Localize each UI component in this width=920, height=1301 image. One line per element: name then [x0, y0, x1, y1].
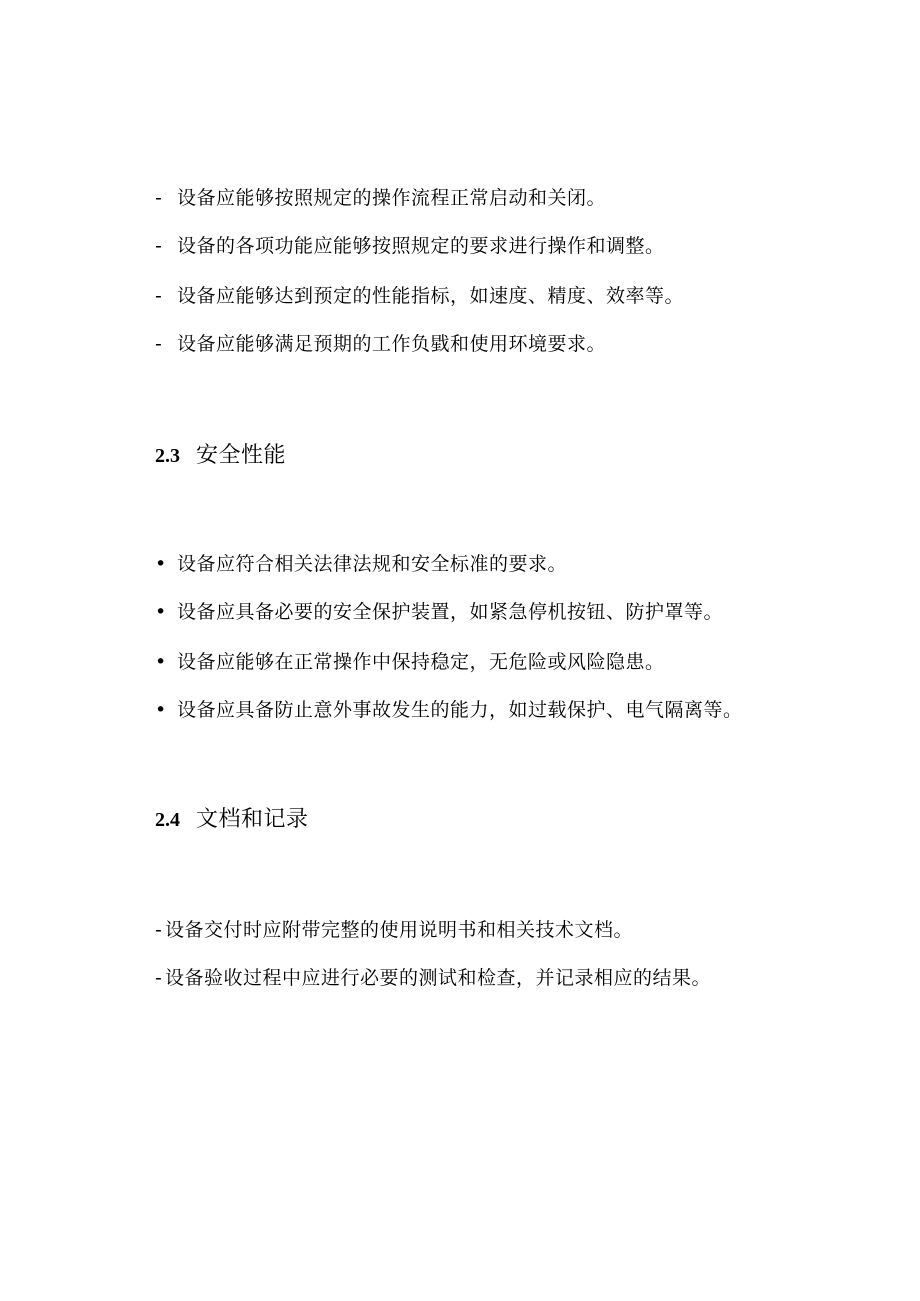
dash-marker: -	[155, 333, 163, 355]
section-number: 2.4	[155, 809, 180, 831]
list-item-text: 设备应符合相关法律法规和安全标准的要求。	[177, 553, 568, 575]
list-item-text: 设备的各项功能应能够按照规定的要求进行操作和调整。	[177, 235, 665, 257]
list-item	[0, 918, 633, 942]
bullet-marker: •	[155, 601, 167, 623]
dash-marker: -	[155, 967, 163, 989]
list-item-text: 设备应具备必要的安全保护装置，如紧急停机按钮、防护罩等。	[177, 601, 724, 623]
dash-marker: -	[155, 187, 163, 209]
list-item-text: 设备应能够满足预期的工作负戥和使用环境要求。	[177, 333, 607, 355]
bullet-marker: •	[155, 651, 167, 673]
list-item-text: 设备应能够按照规定的操作流程正常启动和关闭。	[177, 187, 607, 209]
list-item	[0, 234, 665, 258]
list-item-text: 设备交付时应附带完整的使用说明书和相关技术文档。	[165, 919, 634, 941]
dash-marker: -	[155, 235, 163, 257]
list-item	[0, 698, 743, 722]
dash-marker: -	[155, 919, 163, 941]
list-item	[0, 966, 711, 990]
list-item	[0, 552, 567, 576]
bullet-marker: •	[155, 699, 167, 721]
list-item	[0, 600, 723, 624]
section-title: 安全性能	[196, 443, 287, 468]
list-item-text: 设备应具备防止意外事故发生的能力，如过载保护、电气隔离等。	[177, 699, 743, 721]
section-number: 2.3	[155, 445, 180, 467]
list-item	[0, 186, 606, 210]
list-item	[0, 332, 606, 356]
list-item	[0, 650, 665, 674]
list-item	[0, 284, 684, 308]
bullet-marker: •	[155, 553, 167, 575]
dash-marker: -	[155, 285, 163, 307]
list-item-text: 设备应能够达到预定的性能指标，如速度、精度、效率等。	[177, 285, 685, 307]
section-heading-2-3	[155, 442, 286, 470]
section-title: 文档和记录	[196, 807, 309, 832]
list-item-text: 设备验收过程中应进行必要的测试和检查，并记录相应的结果。	[165, 967, 712, 989]
list-item-text: 设备应能够在正常操作中保持稳定，无危险或风险隐患。	[177, 651, 665, 673]
section-heading-2-4	[155, 806, 309, 834]
